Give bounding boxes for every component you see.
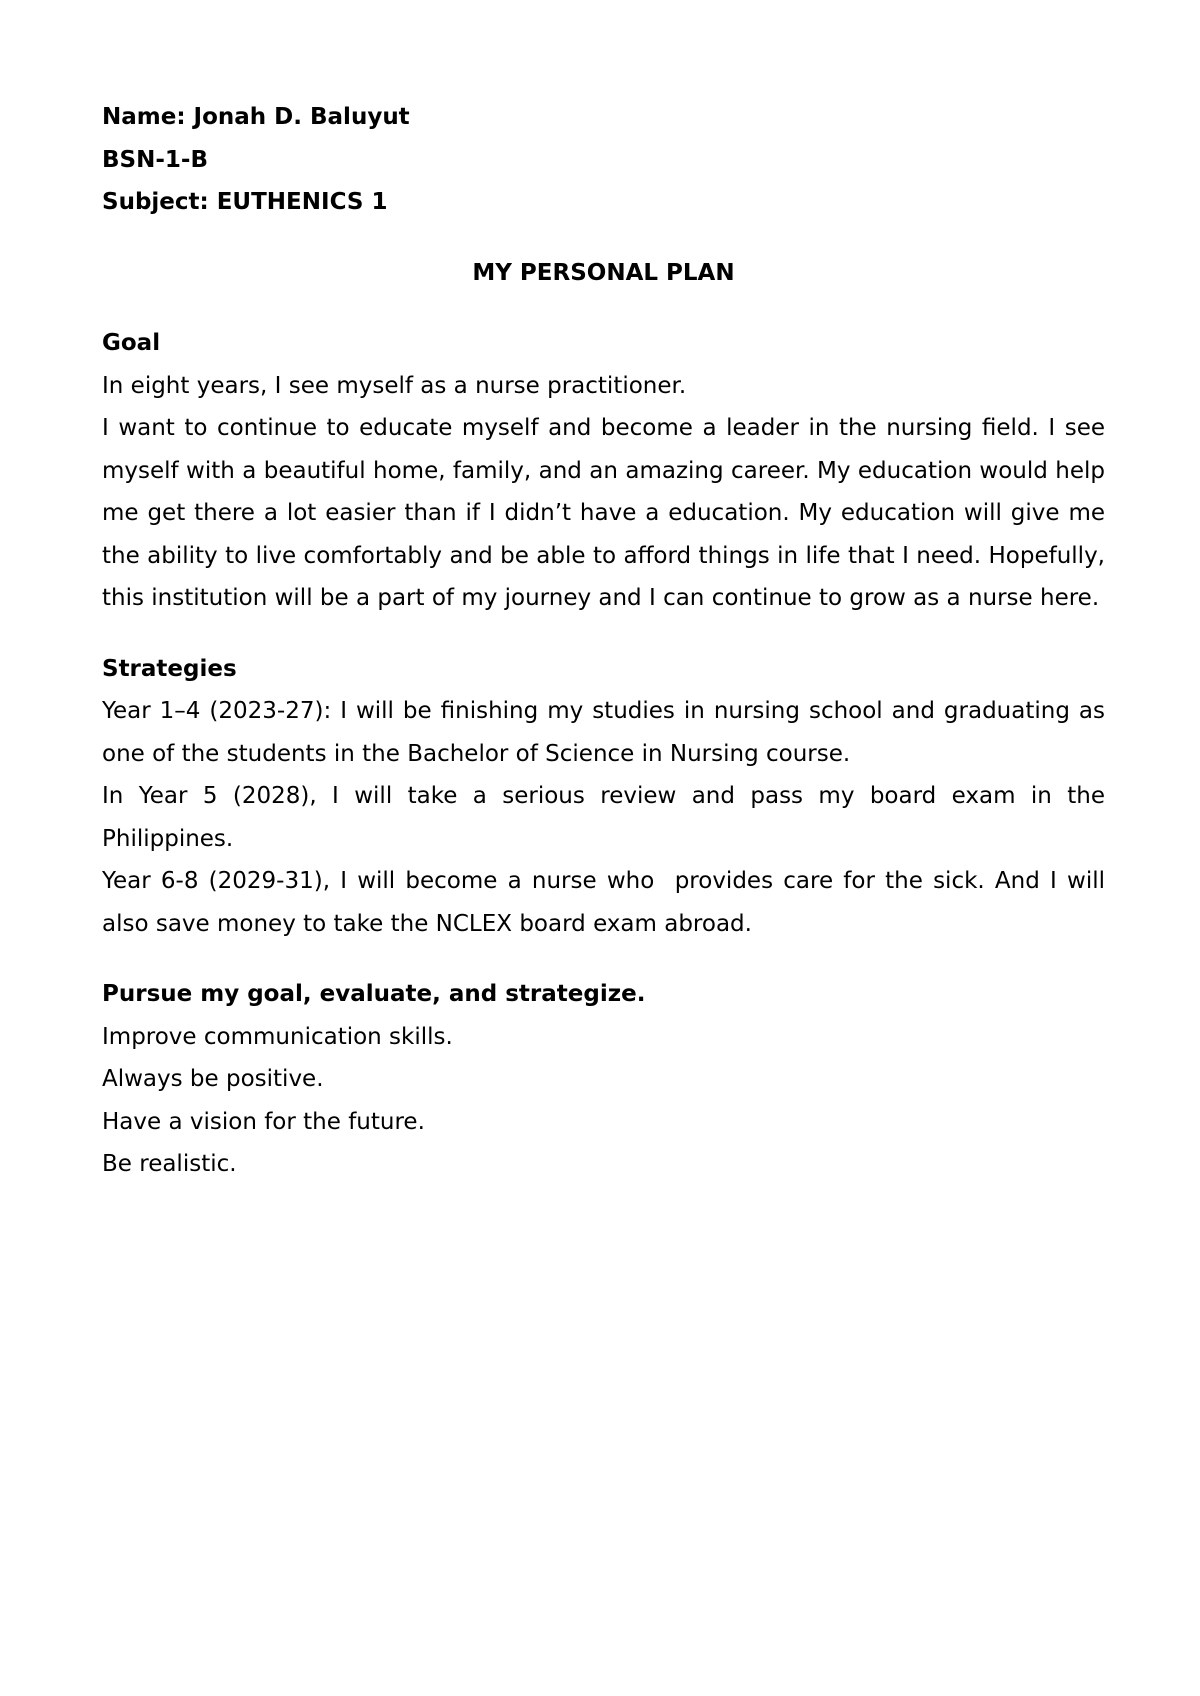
pursue-item: Improve communication skills. xyxy=(102,1023,453,1050)
goal-lead: In eight years, I see myself as a nurse practitioner. xyxy=(102,372,687,399)
strategy-item: In Year 5 (2028), I will take a serious review and pass my board exam in the Philippines. xyxy=(102,783,1105,852)
pursue-item: Have a vision for the future. xyxy=(102,1108,425,1135)
strategy-item: Year 1–4 (2023-27): I will be finishing my studies in nursing school and graduating as one of the students in the Bachelor of Science in Nursing course. xyxy=(102,698,1105,767)
goal-heading: Goal xyxy=(102,330,161,356)
pursue-item: Be realistic. xyxy=(102,1151,237,1177)
strategy-item: Year 6-8 (2029-31), I will become a nurse who provides care for the sick. And I will also save money to take the NCLEX board exam abroad. xyxy=(102,868,1113,937)
document-title: MY PERSONAL PLAN xyxy=(472,259,735,286)
section-spacer xyxy=(102,620,1105,648)
pursue-item: Always be positive. xyxy=(102,1066,324,1092)
student-name: Name: Jonah D. Baluyut xyxy=(102,104,410,130)
strategies-heading: Strategies xyxy=(102,655,237,682)
goal-paragraph: I want to continue to educate myself and become a leader in the nursing field. I see myself with a beautiful home, family, and an amazing career. My education would help me get there a lot easier than if I didn’t have a education. My education will give me the ability to live comfortably and be able to afford things in life that I need. Hopefully, this institution will be a part of my journey and I can continue to grow as a nurse here. xyxy=(102,415,1105,611)
subject-line: Subject: EUTHENICS 1 xyxy=(102,189,388,215)
section-spacer xyxy=(102,945,1105,973)
pursue-heading: Pursue my goal, evaluate, and strategize. xyxy=(102,981,646,1007)
student-section: BSN-1-B xyxy=(102,146,208,173)
document-page xyxy=(102,96,1113,1186)
